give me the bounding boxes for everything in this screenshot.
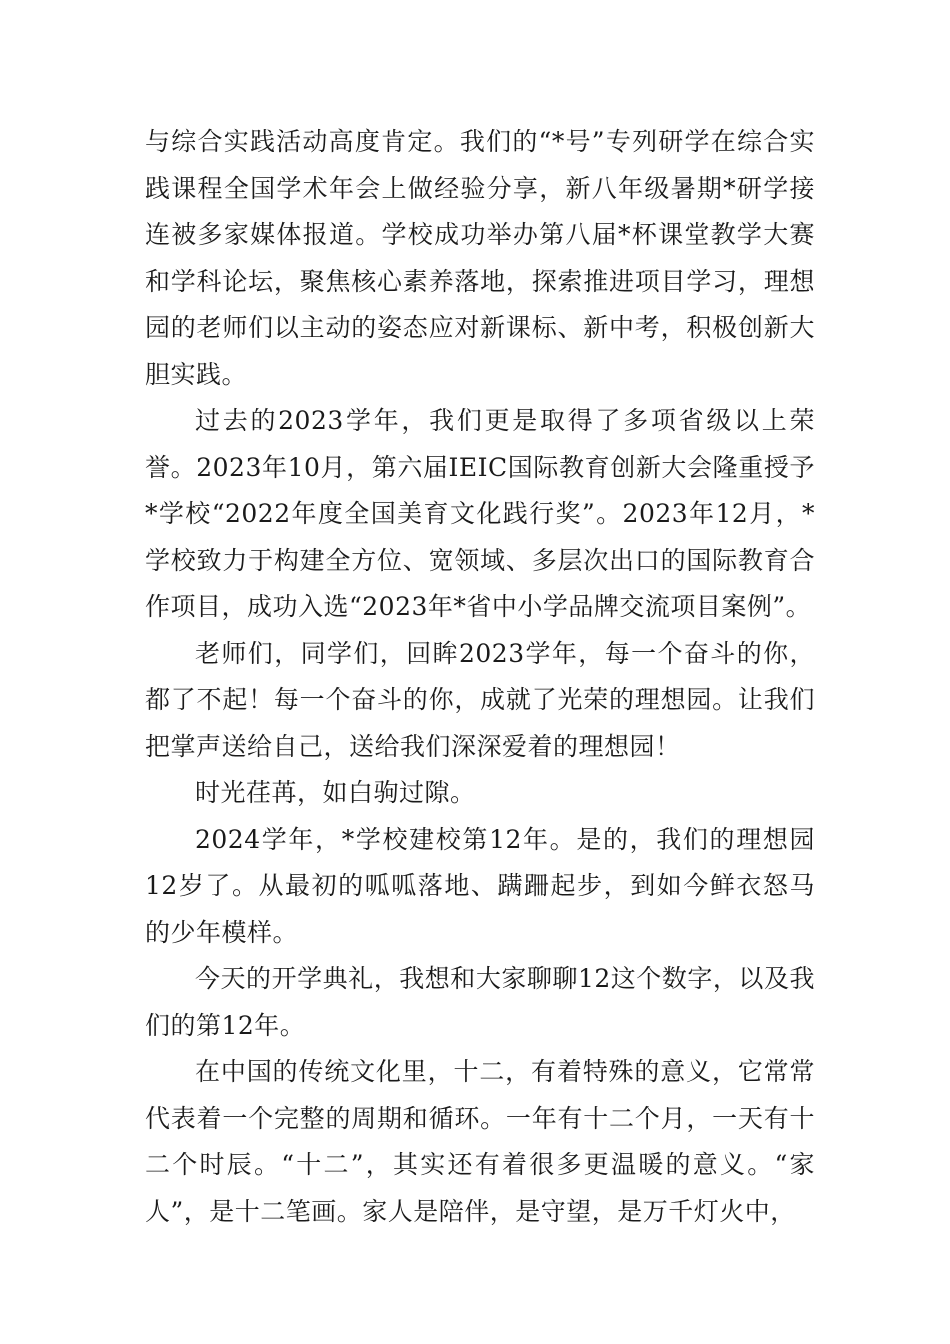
paragraph-2: 过去的2023学年，我们更是取得了多项省级以上荣誉。2023年10月，第六届IEIC国际教育创新大会隆重授予*学校“2022年度全国美育文化践行奖”。2023年12月，*学校致力于构建全方位、宽领域、多层次出口的国际教育合作项目，成功入选“2023年*省中小学品牌交流项目案例”。 [145,406,815,621]
paragraph-7: 在中国的传统文化里，十二，有着特殊的意义，它常常代表着一个完整的周期和循环。一年有十二个月，一天有十二个时辰。“十二”，其实还有着很多更温暖的意义。“家人”，是十二笔画。家人是陪伴，是守望，是万千灯火中， [145,1057,815,1226]
paragraph-4: 时光荏苒，如白驹过隙。 [195,778,476,807]
paragraph-1: 与综合实践活动高度肯定。我们的“*号”专列研学在综合实践课程全国学术年会上做经验分享，新八年级暑期*研学接连被多家媒体报道。学校成功举办第八届*杯课堂教学大赛和学科论坛，聚焦核心素养落地，探索推进项目学习，理想园的老师们以主动的姿态应对新课标、新中考，积极创新大胆实践。 [145,127,815,389]
paragraph-3: 老师们，同学们，回眸2023学年，每一个奋斗的你，都了不起！每一个奋斗的你，成就了光荣的理想园。让我们把掌声送给自己，送给我们深深爱着的理想园！ [145,638,815,761]
paragraph-5: 2024学年，*学校建校第12年。是的，我们的理想园12岁了。从最初的呱呱落地、蹒跚起步，到如今鲜衣怒马的少年模样。 [145,824,815,947]
document-body [145,119,815,1235]
paragraph-6: 今天的开学典礼，我想和大家聊聊12这个数字，以及我们的第12年。 [145,964,815,1040]
